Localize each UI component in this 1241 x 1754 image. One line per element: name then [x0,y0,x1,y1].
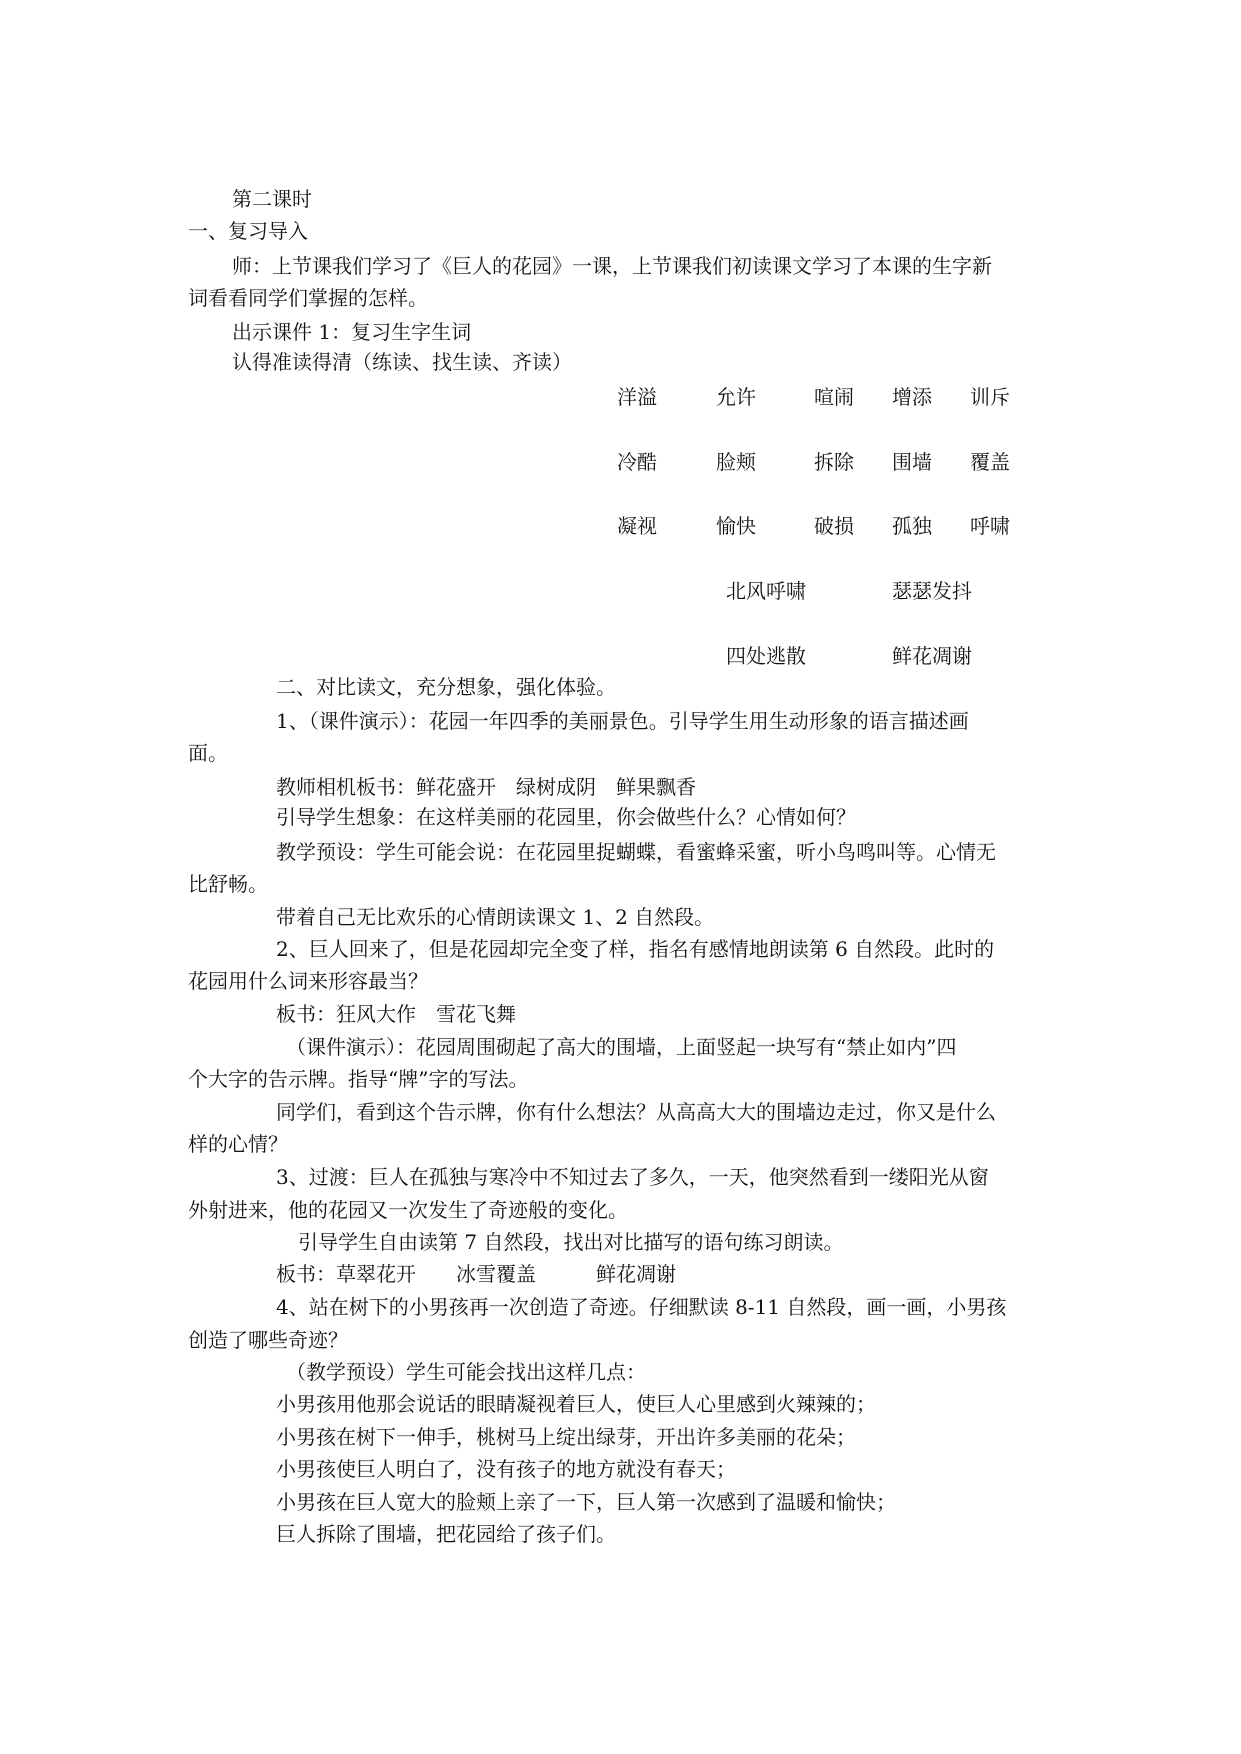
vocab-word: 破损 [814,514,854,538]
teacher-line-1: 师：上节课我们学习了《巨人的花园》一课，上节课我们初读课文学习了本课的生字新 [232,254,992,278]
teacher-line-2: 词看看同学们掌握的怎样。 [188,286,428,310]
p3-line-1: 3、过渡：巨人在孤独与寒冷中不知过去了多久，一天，他突然看到一缕阳光从窗 [276,1165,989,1189]
vocab-word: 洋溢 [617,385,657,409]
section2-heading: 二、对比读文，充分想象，强化体验。 [276,675,616,699]
instruction-line: 认得准读得清（练读、找生读、齐读） [232,350,572,374]
vocab-word: 覆盖 [970,450,1010,474]
p1-line-1: 1、（课件演示）：花园一年四季的美丽景色。引导学生用生动形象的语言描述画 [276,709,969,733]
p1-line-2: 面。 [188,741,228,765]
vocab-word: 孤独 [892,514,932,538]
point-item: 小男孩使巨人明白了，没有孩子的地方就没有春天； [276,1457,736,1481]
p2-line-2: 花园用什么词来形容最当？ [188,969,428,993]
courseware-line: 出示课件 1：复习生字生词 [232,320,472,344]
read-line: 带着自己无比欢乐的心情朗读课文 1、2 自然段。 [276,905,715,929]
ask-line-1: 同学们，看到这个告示牌，你有什么想法？从高高大大的围墙边走过，你又是什么 [276,1100,996,1124]
point-item: 小男孩在树下一伸手，桃树马上绽出绿芽，开出许多美丽的花朵； [276,1425,856,1449]
imagine-line: 引导学生想象：在这样美丽的花园里，你会做些什么？心情如何？ [276,805,856,829]
lesson-title: 第二课时 [232,187,312,211]
phrase-word: 四处逃散 [726,644,806,668]
board-line-2: 板书：狂风大作 雪花飞舞 [276,1002,516,1026]
guide-line: 引导学生自由读第 7 自然段，找出对比描写的语句练习朗读。 [298,1230,844,1254]
section1-heading: 一、复习导入 [188,219,308,243]
board-line-1: 教师相机板书：鲜花盛开 绿树成阴 鲜果飘香 [276,775,696,799]
preset-line-1: 教学预设：学生可能会说：在花园里捉蝴蝶，看蜜蜂采蜜，听小鸟鸣叫等。心情无 [276,840,996,864]
vocab-word: 呼啸 [970,514,1010,538]
ask-line-2: 样的心情？ [188,1132,288,1156]
vocab-word: 训斥 [970,385,1010,409]
vocab-word: 冷酷 [617,450,657,474]
p2-line-1: 2、巨人回来了，但是花园却完全变了样，指名有感情地朗读第 6 自然段。此时的 [276,937,995,961]
p4-line-1: 4、站在树下的小男孩再一次创造了奇迹。仔细默读 8-11 自然段，画一画，小男孩 [276,1295,1007,1319]
preset-line-2: 比舒畅。 [188,872,268,896]
phrase-word: 瑟瑟发抖 [892,579,972,603]
vocab-word: 围墙 [892,450,932,474]
vocab-word: 凝视 [617,514,657,538]
vocab-word: 愉快 [716,514,756,538]
board-line-3: 板书：草翠花开 冰雪覆盖 鲜花凋谢 [276,1262,676,1286]
point-item: 小男孩在巨人宽大的脸颊上亲了一下，巨人第一次感到了温暖和愉快； [276,1490,896,1514]
demo-line-2: 个大字的告示牌。指导“牌”字的写法。 [188,1067,529,1091]
p3-line-2: 外射进来，他的花园又一次发生了奇迹般的变化。 [188,1198,628,1222]
vocab-word: 喧闹 [814,385,854,409]
phrase-word: 鲜花凋谢 [892,644,972,668]
demo-line-1: （课件演示）：花园周围砌起了高大的围墙，上面竖起一块写有“禁止如内”四 [286,1035,957,1059]
vocab-word: 增添 [892,385,932,409]
p4-line-2: 创造了哪些奇迹？ [188,1328,348,1352]
phrase-word: 北风呼啸 [726,579,806,603]
preset2-line: （教学预设）学生可能会找出这样几点： [286,1360,646,1384]
vocab-word: 允许 [716,385,756,409]
point-item: 小男孩用他那会说话的眼睛凝视着巨人，使巨人心里感到火辣辣的； [276,1392,876,1416]
vocab-word: 脸颊 [716,450,756,474]
point-item: 巨人拆除了围墙，把花园给了孩子们。 [276,1522,616,1546]
vocab-word: 拆除 [814,450,854,474]
